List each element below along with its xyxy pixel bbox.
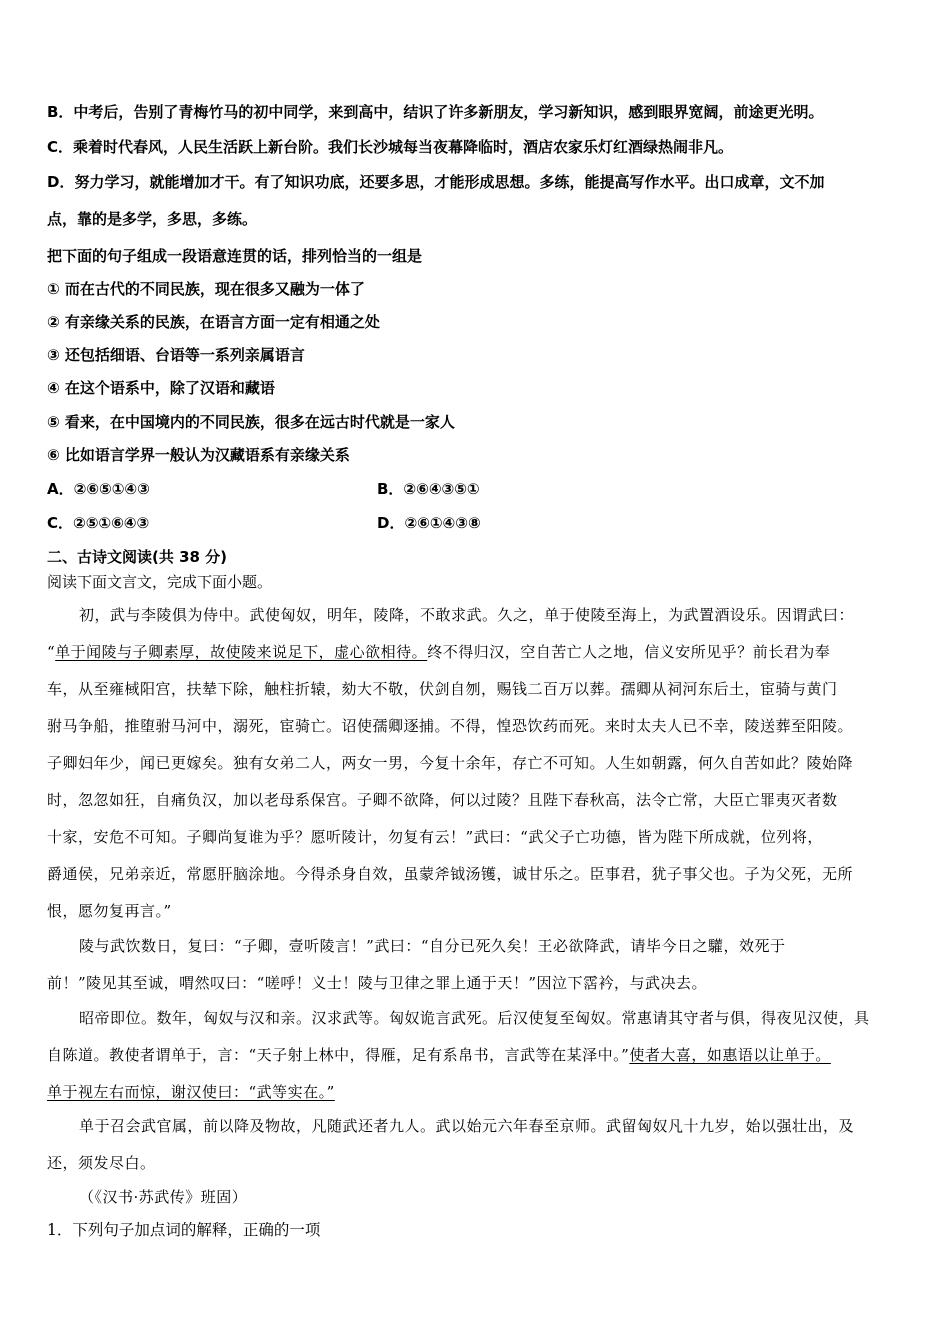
ordering-question-stem: 把下面的句子组成一段语意连贯的话，排列恰当的一组是 [47, 247, 423, 265]
option-c-line: C．乘着时代春风，人民生活跃上新台阶。我们长沙城每当夜幕降临时，酒店农家乐灯红酒绿热闹非凡。 [47, 138, 734, 156]
choice-row-cd [47, 512, 906, 534]
option-b-line: B．中考后，告别了青梅竹马的初中同学，来到高中，结识了许多新朋友，学习新知识，感到眼界宽阔，前途更光明。 [47, 103, 824, 121]
underlined-sentence-2b: 单于视左右而惊，谢汉使曰：“武等实在。” [47, 1083, 335, 1101]
ordering-item-2: ② 有亲缘关系的民族，在语言方面一定有相通之处 [47, 313, 380, 331]
option-d-line-1: D．努力学习，就能增加才干。有了知识功底，还要多思，才能形成思想。多练，能提高写作水平。出口成章，文不加 [47, 173, 825, 191]
passage-p3-line-2 [47, 1044, 906, 1066]
passage-line-7: 十家，安危不可知。子卿尚复谁为乎？愿听陵计，勿复有云！”武曰：“武父子亡功德，皆为陛下所成就，位列将， [47, 828, 823, 846]
choice-c: C．②⑤①⑥④③ [47, 514, 150, 532]
passage-line-6: 时，忽忽如狂，自痛负汉，加以老母系保宫。子卿不欲降，何以过陵？且陛下春秋高，法令亡常，大臣亡罪夷灭者数 [47, 791, 838, 809]
ordering-item-6: ⑥ 比如语言学界一般认为汉藏语系有亲缘关系 [47, 446, 350, 464]
passage-p2-line-2: 前！”陵见其至诚，喟然叹曰：“嗟呼！义士！陵与卫律之罪上通于天！”因泣下霑衿，与武决去。 [47, 974, 708, 992]
ordering-item-1: ① 而在古代的不同民族，现在很多又融为一体了 [47, 280, 365, 298]
passage-source: （《汉书·苏武传》班固） [79, 1188, 248, 1206]
passage-p2-line-1: 陵与武饮数日，复曰：“子卿，壹听陵言！”武曰：“自分已死久矣！王必欲降武，请毕今日之驩，效死于 [79, 937, 786, 955]
choice-row-ab [47, 478, 906, 500]
question-1: 1．下列句子加点词的解释，正确的一项 [47, 1221, 321, 1239]
ordering-item-5: ⑤ 看来，在中国境内的不同民族，很多在远古时代就是一家人 [47, 413, 455, 431]
passage-p3-line-1: 昭帝即位。数年，匈奴与汉和亲。汉求武等。匈奴诡言武死。后汉使复至匈奴。常惠请其守者与俱，得夜见汉使，具 [79, 1009, 870, 1027]
passage-p3-line-2-plain: 自陈道。教使者谓单于，言：“天子射上林中，得雁，足有系帛书，言武等在某泽中。” [47, 1046, 630, 1064]
choice-b: B．②⑥④③⑤① [377, 480, 480, 498]
passage-line-2 [47, 641, 906, 663]
passage-line-5: 子卿妇年少，闻已更嫁矣。独有女弟二人，两女一男，今复十余年，存亡不可知。人生如朝露，何久自苦如此？陵始降 [47, 754, 854, 772]
ordering-item-3: ③ 还包括细语、台语等一系列亲属语言 [47, 346, 305, 364]
ordering-item-4: ④ 在这个语系中，除了汉语和藏语 [47, 379, 275, 397]
passage-line-4: 驸马争船，推堕驸马河中，溺死，宦骑亡。诏使孺卿逐捕。不得，惶恐饮药而死。来时太夫人已不幸，陵送葬至阳陵。 [47, 717, 854, 735]
underlined-sentence-2a: 使者大喜，如惠语以让单于。 [629, 1046, 831, 1064]
passage-line-3: 车，从至雍棫阳宫，扶辇下除，触柱折辕，劾大不敬，伏剑自刎，赐钱二百万以葬。孺卿从祠河东后土，宦骑与黄门 [47, 680, 838, 698]
option-d-line-2: 点，靠的是多学，多思，多练。 [47, 210, 258, 228]
passage-p3-line-3 [47, 1081, 906, 1103]
passage-line-1: 初，武与李陵俱为侍中。武使匈奴，明年，陵降，不敢求武。久之，单于使陵至海上，为武置酒设乐。因谓武曰： [79, 606, 855, 624]
choice-a: A．②⑥⑤①④③ [47, 480, 150, 498]
section-title: 二、古诗文阅读(共 38 分) [47, 548, 228, 566]
underlined-sentence-1: 单于闻陵与子卿素厚，故使陵来说足下，虚心欲相待。 [55, 643, 428, 661]
passage-p4-line-2: 还，须发尽白。 [47, 1154, 156, 1172]
passage-line-9: 恨，愿勿复再言。” [47, 902, 172, 920]
passage-line-2-rest: 终不得归汉，空自苦亡人之地，信义安所见乎？前长君为奉 [427, 643, 831, 661]
choice-d: D．②⑥①④③⑧ [377, 514, 481, 532]
section-instruction: 阅读下面文言文，完成下面小题。 [47, 573, 273, 591]
passage-open-quote: “ [47, 643, 56, 661]
passage-line-8: 爵通侯，兄弟亲近，常愿肝脑涂地。今得杀身自效，虽蒙斧钺汤镬，诚甘乐之。臣事君，犹子事父也。子为父死，无所 [47, 865, 854, 883]
passage-p4-line-1: 单于召会武官属，前以降及物故，凡随武还者九人。武以始元六年春至京师。武留匈奴凡十九岁，始以强壮出，及 [79, 1117, 855, 1135]
